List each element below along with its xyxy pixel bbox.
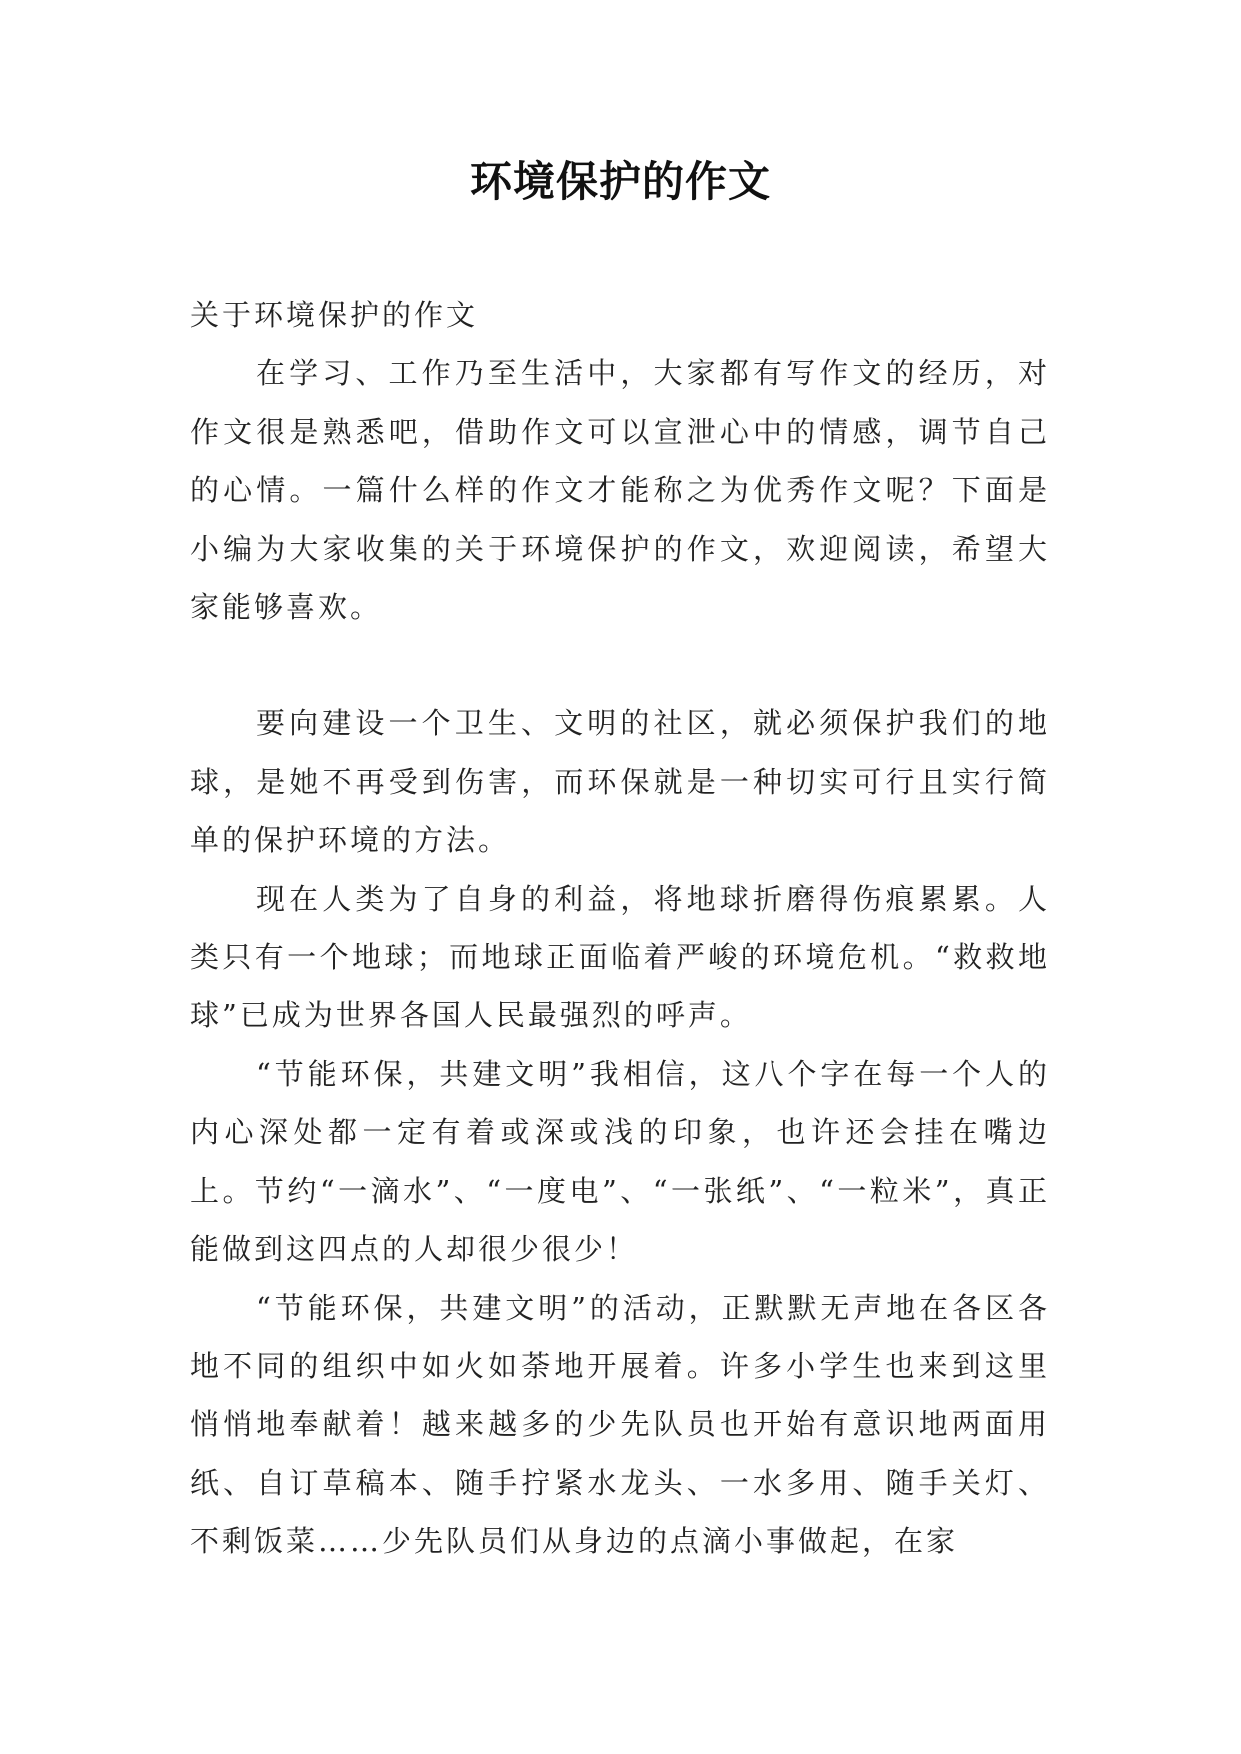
document-body (190, 286, 1050, 1571)
paragraph-earth-crisis: 现在人类为了自身的利益，将地球折磨得伤痕累累。人类只有一个地球；而地球正面临着严峻的环境危机。“救救地球”已成为世界各国人民最强烈的呼声。 (190, 881, 1050, 1033)
paragraph-slogan: “节能环保，共建文明”我相信，这八个字在每一个人的内心深处都一定有着或深或浅的印象，也许还会挂在嘴边上。节约“一滴水”、“一度电”、“一张纸”、“一粒米”，真正能做到这四点的人却很少很少！ (190, 1056, 1050, 1267)
paragraph-activity: “节能环保，共建文明”的活动，正默默无声地在各区各地不同的组织中如火如荼地开展着。许多小学生也来到这里悄悄地奉献着！越来越多的少先队员也开始有意识地两面用纸、自订草稿本、随手拧紧水龙头、一水多用、随手关灯、不剩饭菜……少先队员们从身边的点滴小事做起，在家 (190, 1290, 1050, 1559)
document-title: 环境保护的作文 (469, 157, 771, 206)
paragraph-intro: 在学习、工作乃至生活中，大家都有写作文的经历，对作文很是熟悉吧，借助作文可以宣泄心中的情感，调节自己的心情。一篇什么样的作文才能称之为优秀作文呢？下面是小编为大家收集的关于环境保护的作文，欢迎阅读，希望大家能够喜欢。 (190, 356, 1050, 625)
document-subtitle: 关于环境保护的作文 (190, 298, 479, 332)
paragraph-community: 要向建设一个卫生、文明的社区，就必须保护我们的地球，是她不再受到伤害，而环保就是一种切实可行且实行简单的保护环境的方法。 (190, 706, 1050, 858)
